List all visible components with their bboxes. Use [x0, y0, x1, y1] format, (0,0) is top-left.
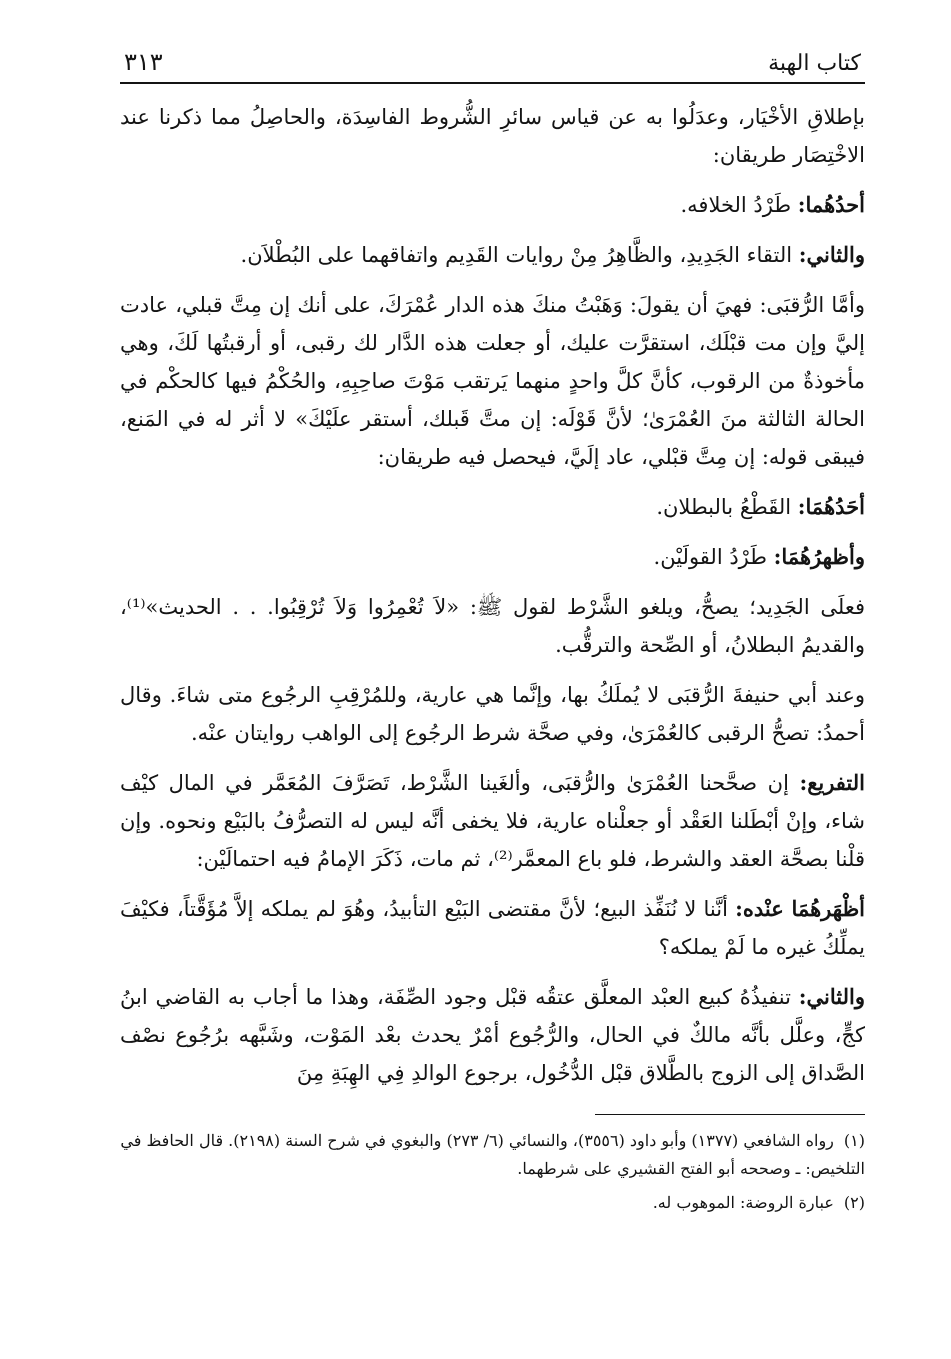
paragraph-text: طَرْدُ الخلافه.: [680, 193, 792, 217]
main-text: [120, 98, 865, 1092]
paragraph: [120, 98, 865, 174]
paragraph-text: التقاء الجَدِيدِ، والظَّاهِرُ مِنْ روايات القَدِيم واتفاقهما على البُطْلاَن.: [240, 243, 793, 267]
paragraph-text: بإطلاقِ الأخْيَار، وعدَلُوا به عن قياس سائرِ الشُّروط الفاسِدَة، والحاصِلُ مما ذكرنا عند الاخْتِصَار طريقان:: [120, 105, 865, 167]
paragraph-text: فعلَى الجَدِيد؛ يصحُّ، ويلغو الشَّرْط لقول ﷺ: «لاَ تُعْمِرُوا وَلاَ تُرْقِبُوا. . . الحديث»⁽¹⁾، والقديمُ البطلانُ، أو الصِّحة والترقُّب.: [120, 595, 865, 657]
paragraph: [120, 488, 865, 526]
paragraph: [120, 890, 865, 966]
paragraph-text: تنفيذُهُ كبيع العبْد المعلَّق عتقُه قبْل وجود الصِّفَة، وهذا ما أجاب به القاضي ابنُ كجٍّ، وعلَّل بأنَّه مالكٌ في الحال، والرُّجُوع أمْرٌ يحدث بعْد المَوْت، وشَبَّهه برُجُوع نصْف الصَّداق إلى الزوج بالطَّلاق قبْل الدُّخُول، برجوع الوالدِ فِي الهِبَةِ مِنَ: [120, 985, 865, 1085]
footnote-text: رواه الشافعي (١٣٧٧) وأبو داود (٣٥٥٦)، والنسائي (٦/ ٢٧٣) والبغوي في شرح السنة (٢١٩٨). قال الحافظ في التلخيص: ـ وصححه أبو الفتح القشيري على شرطهما.: [120, 1131, 865, 1178]
running-title: كتاب الهبة: [768, 51, 861, 76]
footnote-text: عبارة الروضة: الموهوب له.: [652, 1193, 834, 1212]
footnote-number: (١): [843, 1131, 865, 1150]
paragraph-label: أظْهَرهُمَا عنْده:: [735, 896, 865, 921]
paragraph-label: التفريع:: [799, 770, 865, 795]
footnote: [120, 1189, 865, 1217]
footnotes: [120, 1127, 865, 1217]
paragraph: [120, 978, 865, 1092]
paragraph-label: أحَدُهُمَا:: [797, 494, 865, 519]
footnote-number: (٢): [843, 1193, 865, 1212]
paragraph: [120, 588, 865, 664]
page-number: ٣١٣: [124, 48, 163, 76]
paragraph-text: طَرْدُ القولَيْن.: [653, 545, 767, 569]
footnote-divider: [595, 1114, 865, 1115]
paragraph-label: وأظهرُهُمَا:: [773, 544, 865, 569]
paragraph-label: أحدُهُما:: [797, 192, 865, 217]
paragraph-label: والثاني:: [798, 242, 865, 267]
paragraph: [120, 236, 865, 274]
footnote: [120, 1127, 865, 1183]
paragraph-text: وأمَّا الرُّقبَى: فهيَ أن يقولَ: وَهَبْتُ منكَ هذه الدار عُمْرَكَ، على أنك إن مِتَّ قبلي، عادت إليَّ وإن مت قبْلَك، استقرَّت عليك، أو جعلت هذه الدَّار لك رقبى، أو أرقبتُها لَكَ، وهي مأخوذةٌ من الرقوب، كأنَّ كلَّ واحدٍ منهما يَرتقب مَوْتَ صاحِبِهِ، والحُكْمُ فيها كالحكْم في الحالة الثالثة منَ العُمْرَىٰ؛ لأنَّ قَوْلَه: إن متَّ قَبلك، أستقر علَيْكَ» لا أثر له في المَنع، فيبقى قوله: إن مِتَّ قبْلي، عاد إلَيَّ، فيحصل فيه طريقان:: [120, 293, 865, 469]
paragraph: [120, 286, 865, 476]
paragraph: [120, 764, 865, 878]
paragraph-text: القَطْعُ بالبطلان.: [656, 495, 792, 519]
paragraph: [120, 186, 865, 224]
paragraph-text: أنَّنا لا نُنَفِّذ البيع؛ لأنَّ مقتضى البَيْع التأبيدُ، وهُوَ لم يملكه إلاَّ مُؤَقَّتاً، فكيْفَ يملِّكُ غيره ما لَمْ يملكه؟: [120, 897, 865, 959]
paragraph-label: والثاني:: [798, 984, 865, 1009]
paragraph-text: وعند أبي حنيفةَ الرُّقبَى لا يُملَكُ بها، وإنَّما هي عارية، وللمُرْقِبِ الرجُوع متى شاءَ. وقال أحمدُ: تصحُّ الرقبى كالعُمْرَىٰ، وفي صحَّة شرط الرجُوع إلى الواهب روايتان عنْه.: [120, 683, 865, 745]
page-header: [120, 34, 865, 84]
paragraph: [120, 676, 865, 752]
paragraph: [120, 538, 865, 576]
paragraph-text: إن صحَّحنا العُمْرَىٰ والرُّقبَى، وألغَينا الشَّرْط، تَصَرَّفَ المُعَمَّر في المال كيْف شاء، وإنْ أبْطَلنا العَقْد أو جعلْناه عارية، فلا يخفى أنَّه ليس له التصرُّفُ بالبَيْع ونحوه. وإن قلْنا بصحَّة العقد والشرط، فلو باع المعمَّر⁽²⁾، ثم مات، ذَكَرَ الإمامُ فيه احتمالَيْن:: [120, 771, 865, 871]
